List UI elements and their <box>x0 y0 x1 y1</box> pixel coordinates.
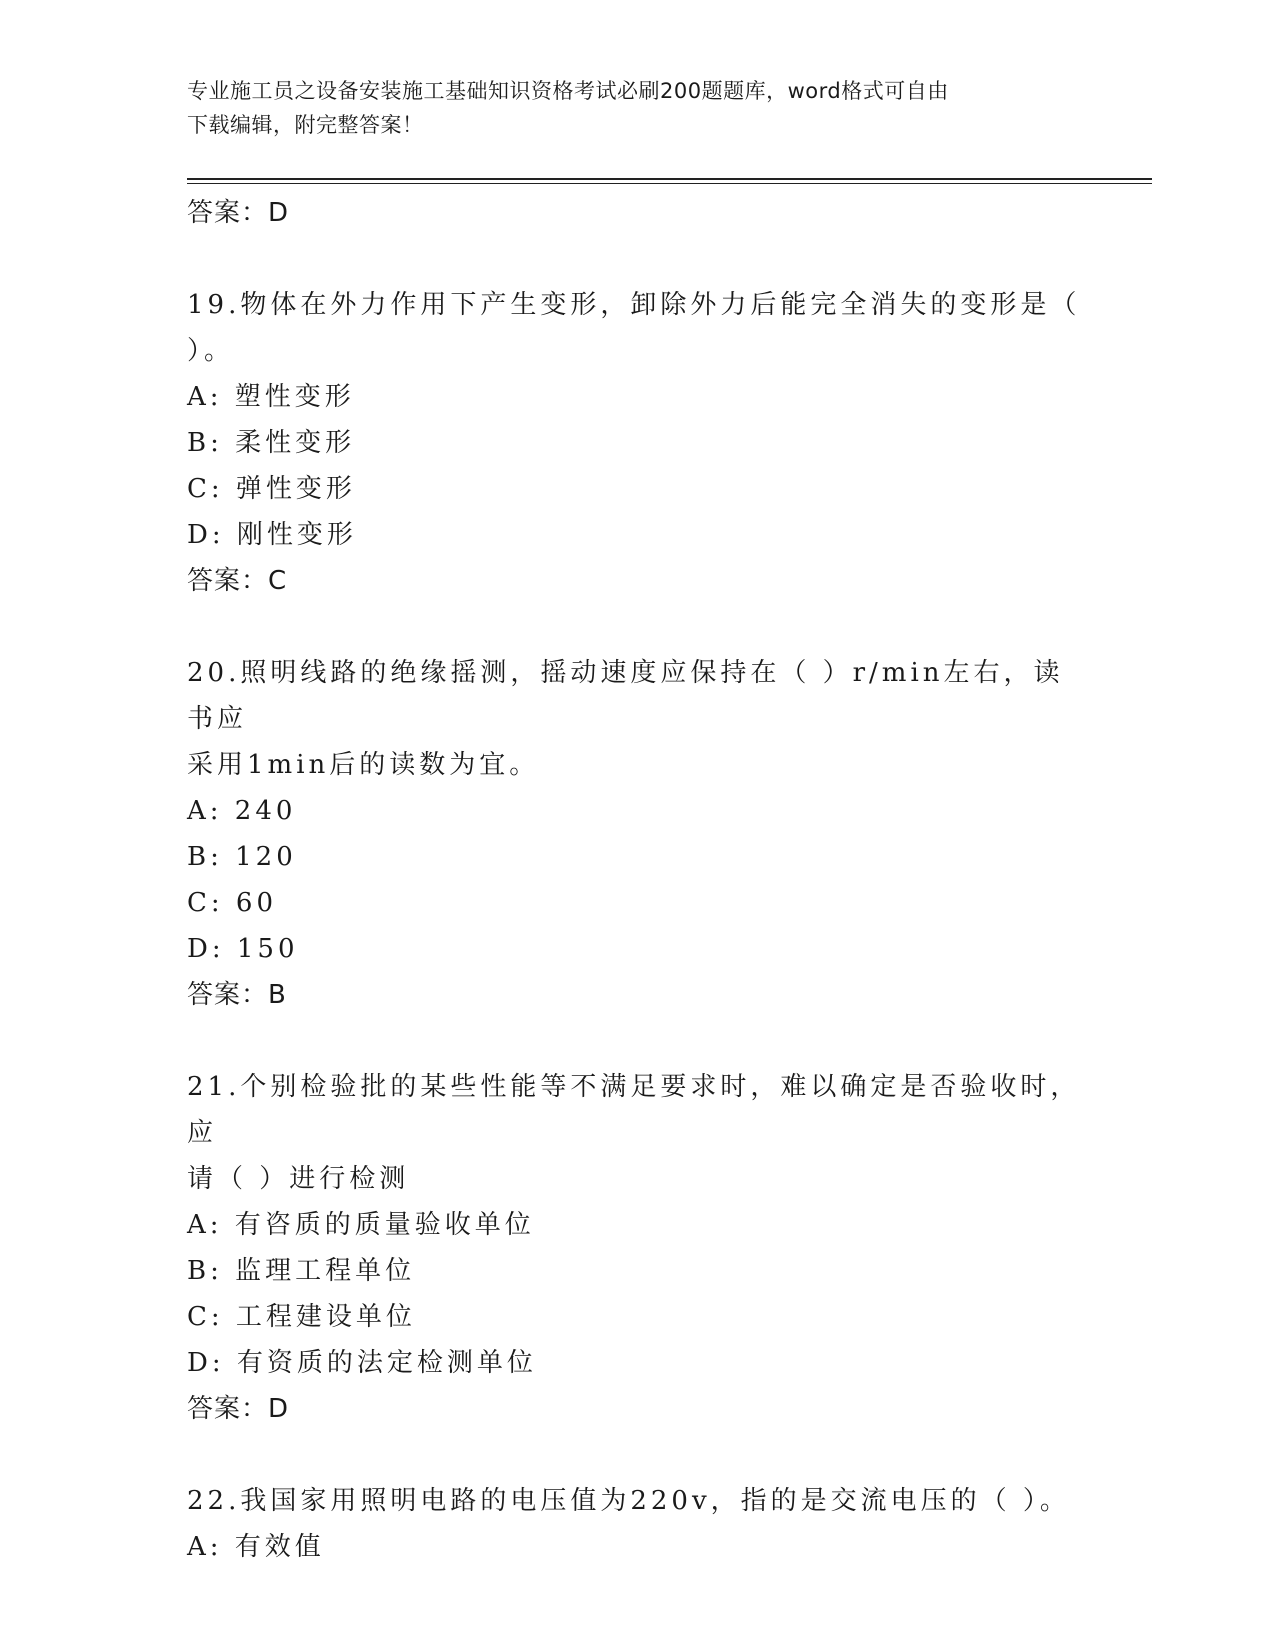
option-d: D: 有资质的法定检测单位 <box>187 1348 537 1378</box>
option-c: C: 弹性变形 <box>187 474 356 504</box>
question-19 <box>187 282 1087 604</box>
question-text-line: 21.个别检验批的某些性能等不满足要求时，难以确定是否验收时，应 <box>187 1072 1081 1148</box>
question-text-line: 22.我国家用照明电路的电压值为220v，指的是交流电压的（ ）。 <box>187 1486 1070 1516</box>
option-b: B: 120 <box>187 842 297 872</box>
question-20 <box>187 650 1087 1018</box>
question-22 <box>187 1478 1087 1570</box>
question-list <box>187 190 1087 1570</box>
question-text-line: 采用1min后的读数为宜。 <box>187 750 540 780</box>
header-line-1: 专业施工员之设备安装施工基础知识资格考试必刷200题题库，word格式可自由 <box>187 79 949 103</box>
option-b: B: 柔性变形 <box>187 428 356 458</box>
spacer <box>187 1432 1087 1478</box>
option-d: D: 刚性变形 <box>187 520 357 550</box>
header-line-2: 下载编辑，附完整答案！ <box>187 113 424 137</box>
question-21 <box>187 1064 1087 1432</box>
option-b: B: 监理工程单位 <box>187 1256 416 1286</box>
spacer <box>187 236 1087 282</box>
option-c: C: 工程建设单位 <box>187 1302 416 1332</box>
spacer <box>187 1018 1087 1064</box>
option-a: A: 有咨质的质量验收单位 <box>187 1210 535 1240</box>
option-d: D: 150 <box>187 934 299 964</box>
option-a: A: 240 <box>187 796 297 826</box>
option-c: C: 60 <box>187 888 278 918</box>
header-divider-thick <box>187 178 1152 180</box>
answer-line: 答案：D <box>187 198 290 228</box>
answer-line: 答案：B <box>187 980 287 1010</box>
spacer <box>187 604 1087 650</box>
document-header <box>187 74 1067 142</box>
option-a: A: 有效值 <box>187 1532 325 1562</box>
question-text-line: 20.照明线路的绝缘摇测，摇动速度应保持在（ ）r/min左右，读书应 <box>187 658 1064 734</box>
answer-line: 答案：D <box>187 1394 290 1424</box>
option-a: A: 塑性变形 <box>187 382 355 412</box>
header-divider-thin <box>187 183 1152 184</box>
question-text-line: 19.物体在外力作用下产生变形，卸除外力后能完全消失的变形是（ <box>187 290 1081 320</box>
question-text-line: 请（ ）进行检测 <box>187 1164 410 1194</box>
answer-line: 答案：C <box>187 566 288 596</box>
question-text-line: ）。 <box>187 336 235 366</box>
